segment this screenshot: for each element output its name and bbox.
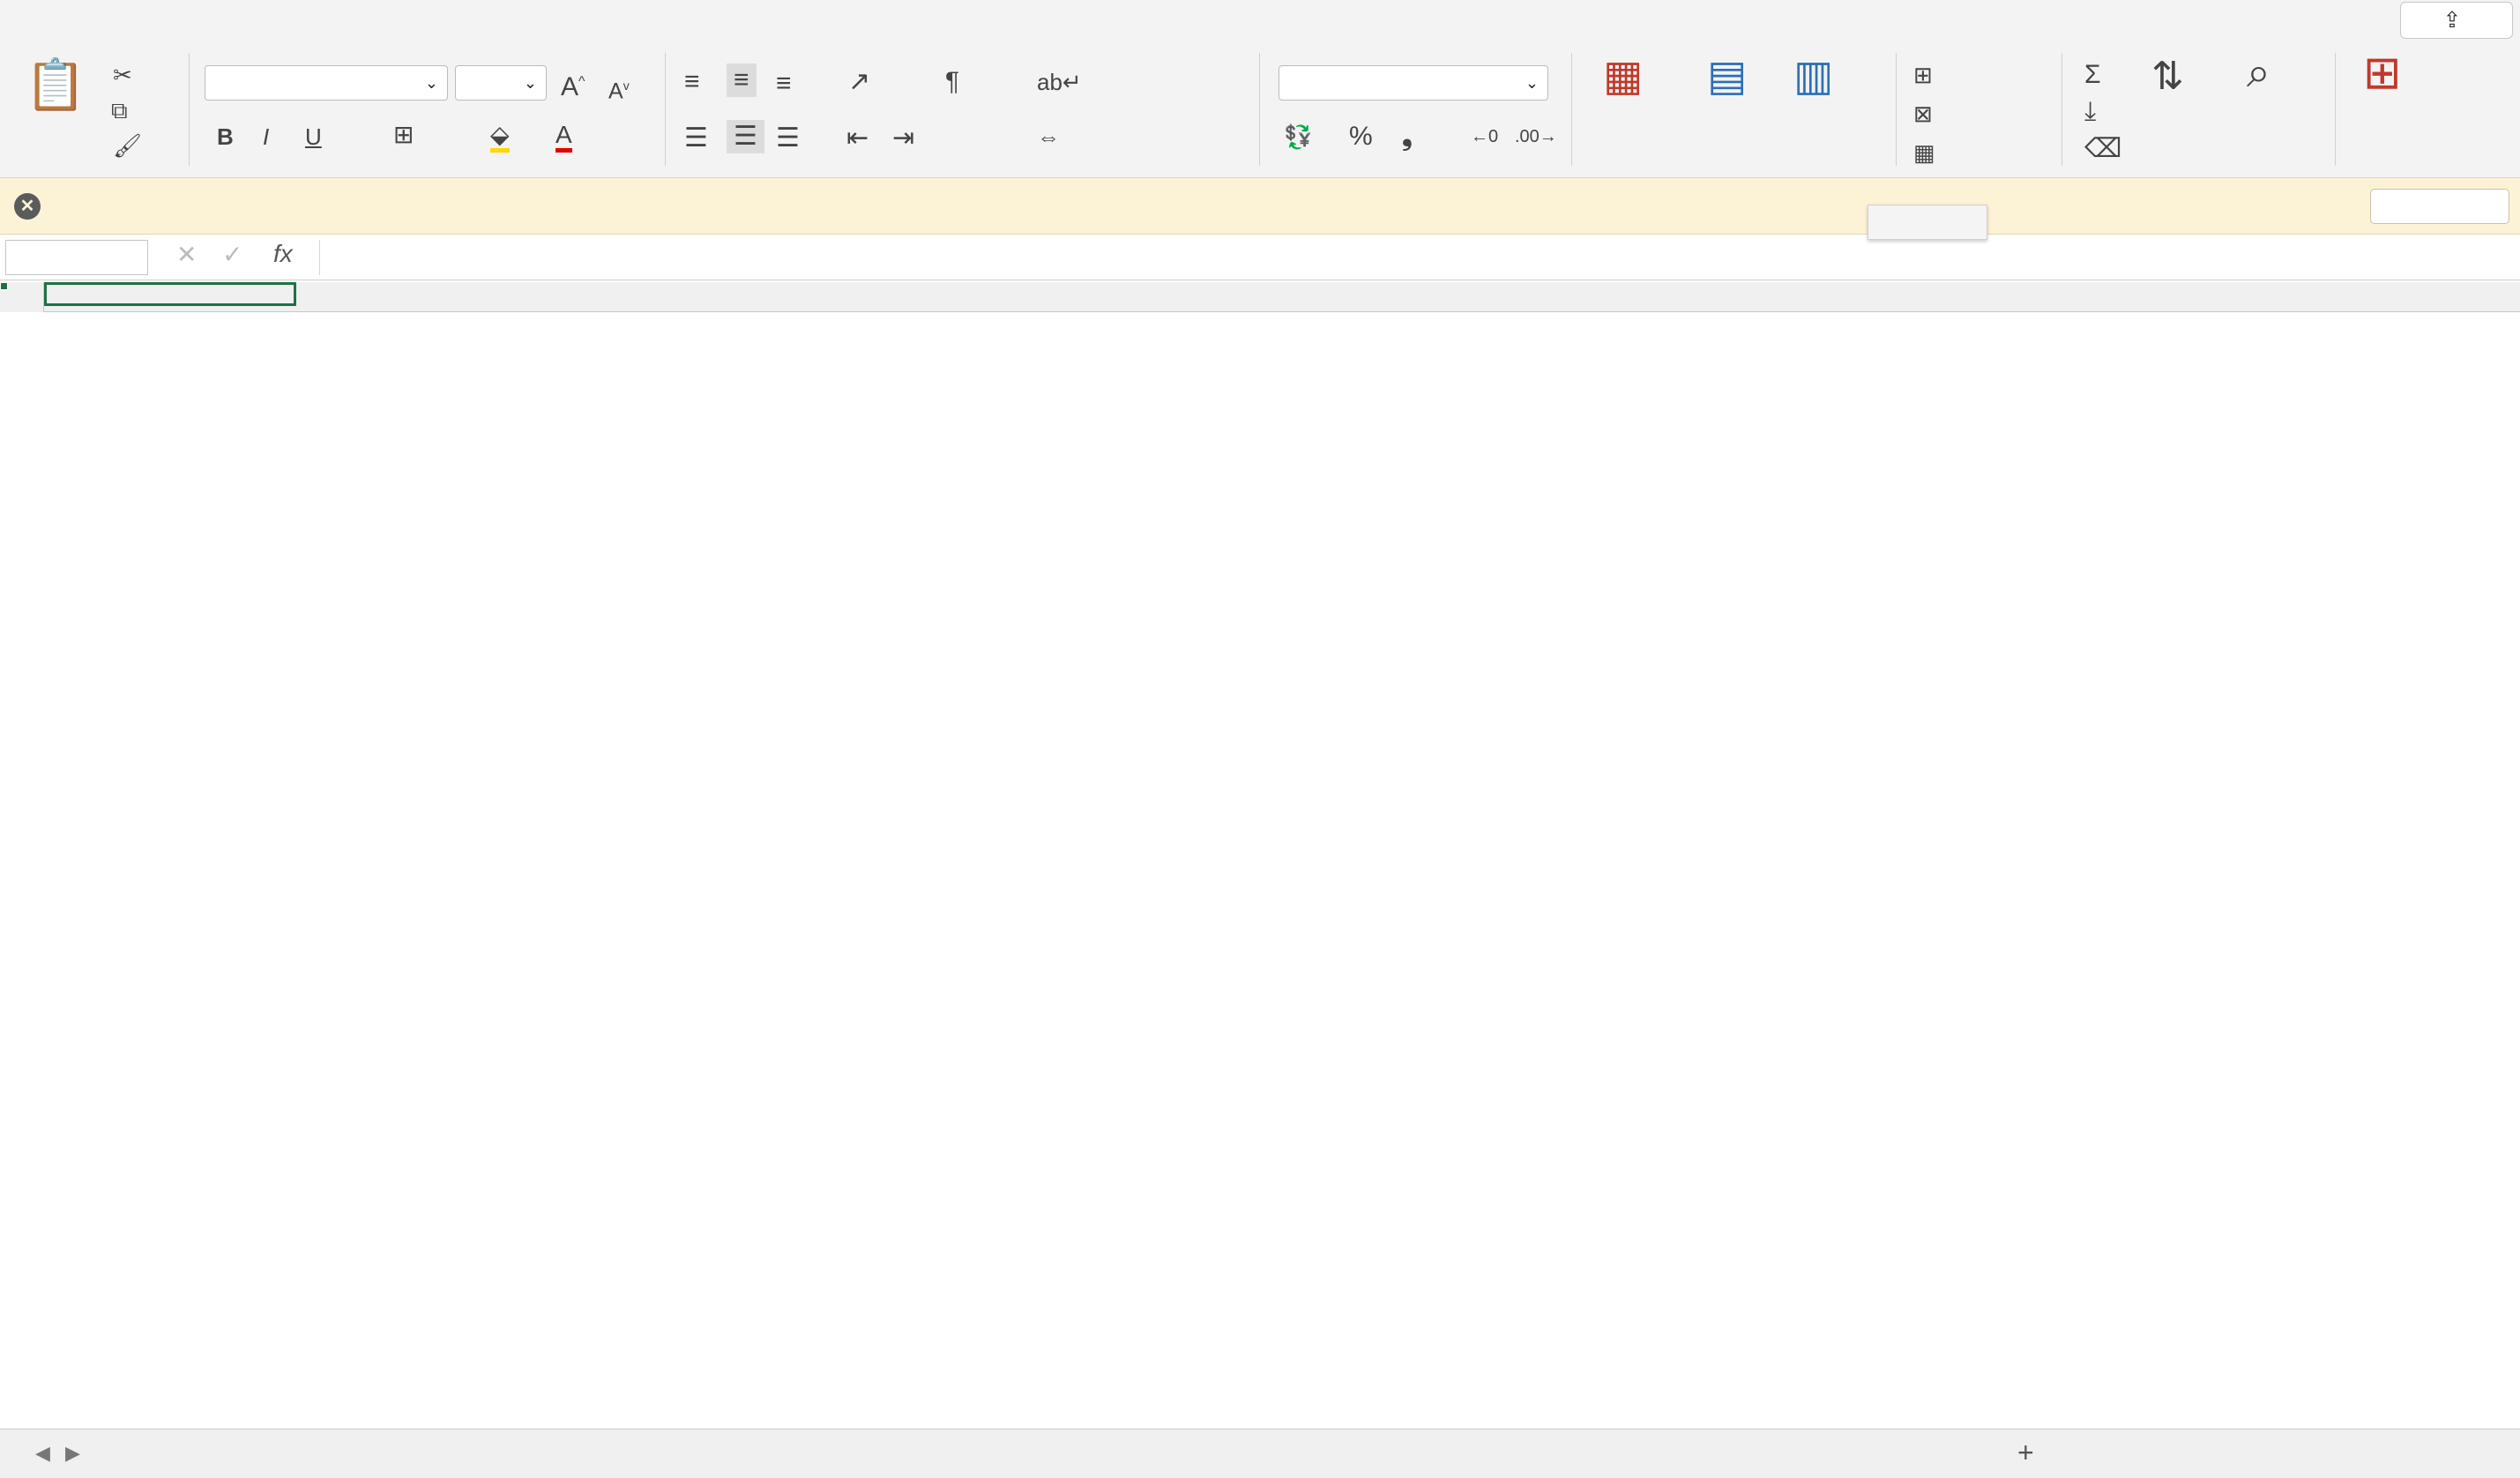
format-painter-icon[interactable]: 🖌 — [113, 132, 143, 159]
rtl-icon[interactable]: ¶ — [945, 67, 960, 96]
share-button[interactable] — [2400, 2, 2513, 39]
fill-icon[interactable]: ⤓ — [2084, 97, 2097, 126]
italic-icon[interactable]: I — [263, 123, 270, 150]
formula-input[interactable] — [319, 240, 2508, 275]
decrease-decimal-icon[interactable]: .00→ — [1515, 127, 1557, 146]
error-icon: ✕ — [14, 193, 41, 220]
formula-bar — [0, 235, 2520, 280]
font-size-dropdown[interactable]: ⌄ — [455, 65, 547, 101]
align-right-icon[interactable]: ☰ — [776, 123, 800, 153]
add-ins-icon[interactable]: ⊞ — [2363, 48, 2402, 99]
clear-icon[interactable]: ⌫ — [2084, 134, 2122, 163]
ribbon-toolbar — [0, 41, 2520, 178]
insert-cells-icon[interactable]: ⊞ — [1913, 62, 1933, 88]
ribbon-tab-bar — [0, 0, 2520, 41]
copy-icon[interactable]: ⧉ — [111, 97, 128, 123]
paste-icon[interactable]: 📋 — [25, 56, 86, 112]
worksheet-grid[interactable] — [0, 282, 2520, 1429]
autosum-icon[interactable]: Σ — [2084, 60, 2101, 89]
conditional-formatting-icon[interactable]: ▦ — [1603, 53, 1644, 100]
insert-function-icon[interactable]: fx — [273, 240, 293, 267]
align-center-icon[interactable]: ☰ — [727, 120, 764, 153]
sort-filter-icon[interactable]: ⇅ — [2151, 55, 2184, 98]
orientation-icon[interactable]: ↗ — [848, 67, 871, 96]
cell-styles-tooltip — [1868, 205, 1987, 240]
next-sheet-icon[interactable]: ▶ — [65, 1442, 80, 1464]
column-headers — [0, 282, 2520, 312]
name-box[interactable] — [5, 240, 148, 275]
cell-styles-icon[interactable]: ▥ — [1793, 53, 1834, 100]
wrap-text-icon[interactable]: ab↵ — [1037, 69, 1082, 95]
comma-icon[interactable]: ❟ — [1402, 122, 1413, 151]
share-icon: ⇪ — [2442, 8, 2462, 33]
fill-handle[interactable] — [0, 282, 8, 290]
percent-icon[interactable]: % — [1349, 122, 1373, 151]
prev-sheet-icon[interactable]: ◀ — [35, 1442, 50, 1464]
align-middle-icon[interactable]: ≡ — [727, 63, 757, 97]
number-format-dropdown[interactable]: ⌄ — [1279, 65, 1548, 101]
borders-icon[interactable]: ⊞ — [393, 121, 414, 148]
increase-font-icon[interactable]: A^ — [561, 72, 585, 101]
merge-center-icon[interactable]: ⇔ — [1037, 123, 1060, 150]
format-cells-icon[interactable]: ▦ — [1913, 139, 1935, 166]
align-left-icon[interactable]: ☰ — [684, 123, 708, 153]
bold-icon[interactable]: B — [217, 123, 234, 150]
align-top-icon[interactable]: ≡ — [684, 67, 700, 96]
accounting-icon[interactable]: 💱 — [1284, 123, 1313, 150]
increase-decimal-icon[interactable]: ←0 — [1471, 127, 1499, 146]
format-as-table-icon[interactable]: ▤ — [1707, 53, 1748, 100]
decrease-indent-icon[interactable]: ⇤ — [846, 123, 869, 153]
align-bottom-icon[interactable]: ≡ — [776, 69, 792, 98]
add-sheet-button[interactable]: + — [2017, 1437, 2034, 1468]
increase-indent-icon[interactable]: ⇥ — [892, 123, 915, 153]
learn-more-button[interactable] — [2370, 189, 2509, 224]
cut-icon[interactable]: ✂ — [113, 62, 132, 88]
fill-color-icon[interactable]: ⬙ — [490, 122, 510, 153]
license-banner — [0, 178, 2520, 235]
font-color-icon[interactable]: A — [555, 122, 572, 153]
font-name-dropdown[interactable]: ⌄ — [205, 65, 448, 101]
decrease-font-icon[interactable]: $A^v$ — [608, 78, 630, 104]
cancel-icon[interactable]: ✕ — [176, 241, 198, 268]
underline-icon[interactable]: U — [305, 123, 322, 150]
find-select-icon[interactable]: ⌕ — [2247, 49, 2270, 96]
sheet-tab-bar — [0, 1429, 2520, 1478]
delete-cells-icon[interactable]: ⊠ — [1913, 101, 1933, 127]
enter-icon[interactable]: ✓ — [222, 241, 243, 268]
